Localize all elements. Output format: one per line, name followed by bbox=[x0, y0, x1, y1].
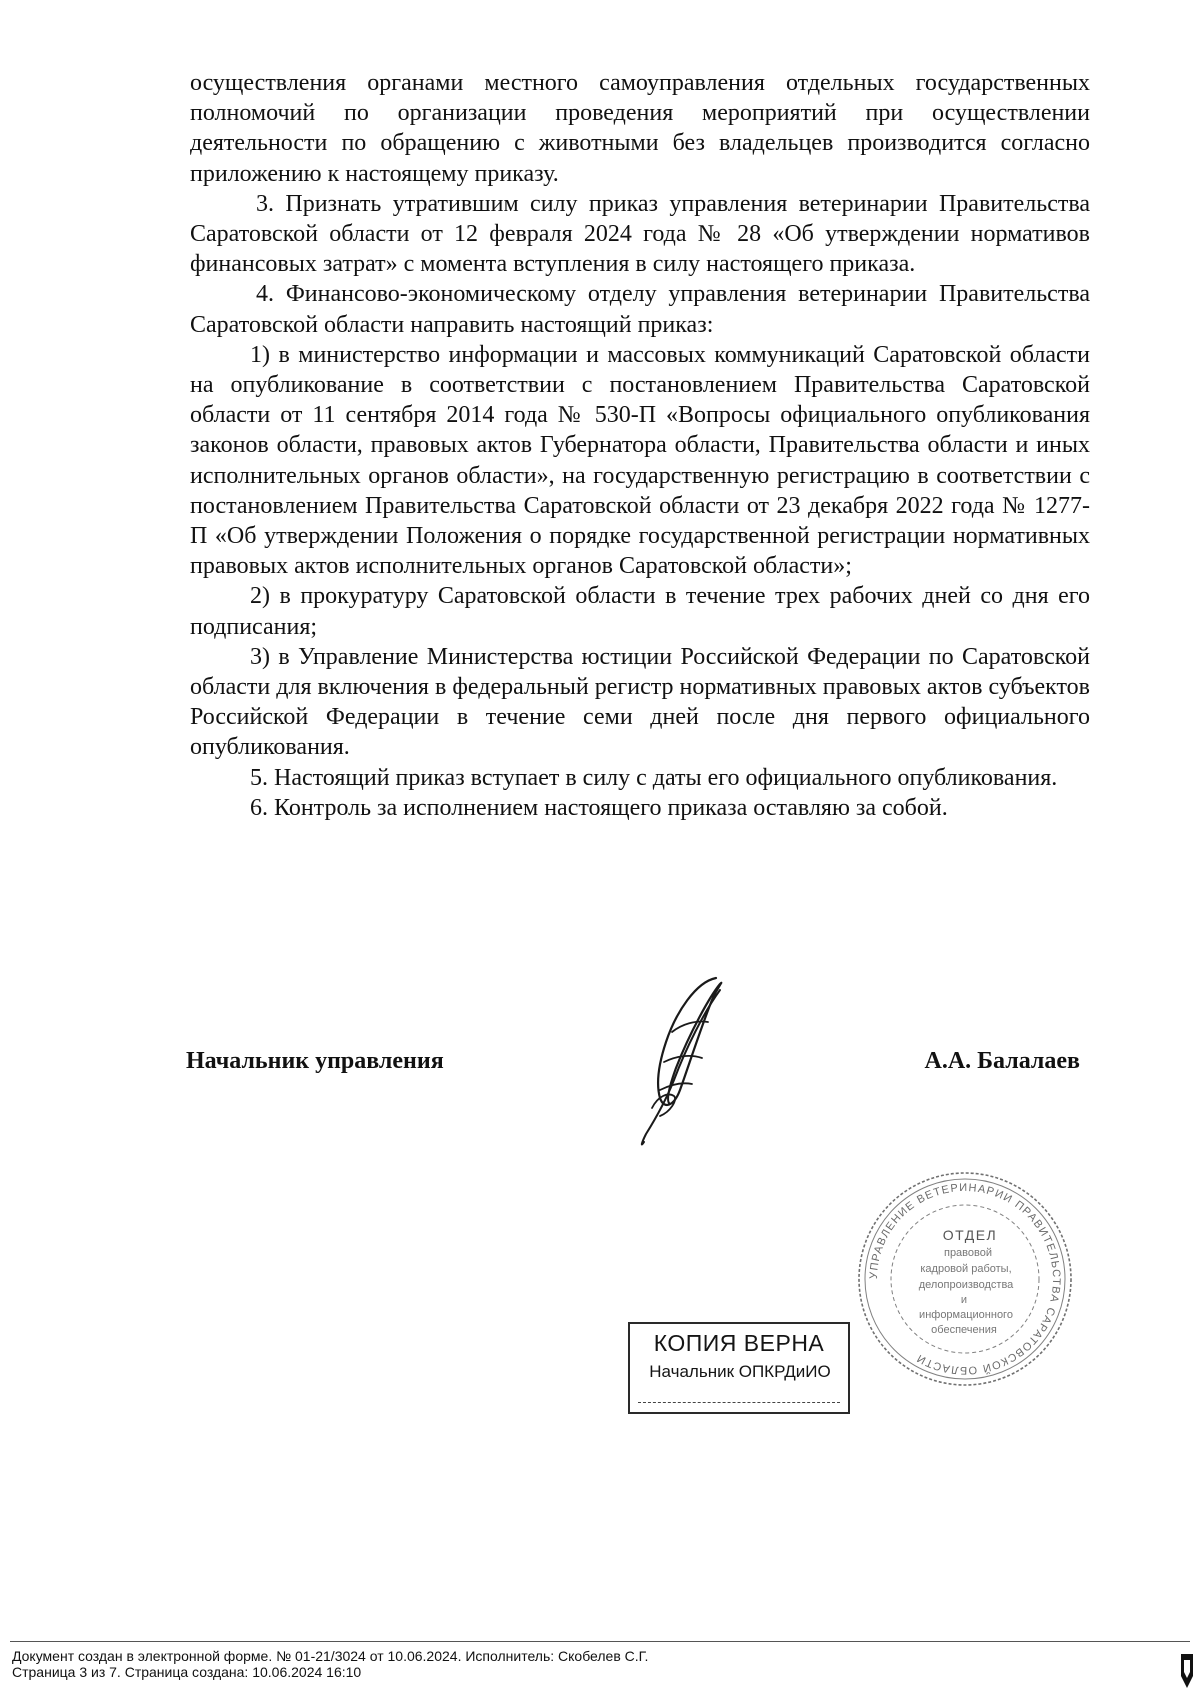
paragraph-item-6: 6. Контроль за исполнением настоящего приказа оставляю за собой. bbox=[250, 794, 948, 821]
stamp-title: КОПИЯ ВЕРНА bbox=[653, 1330, 825, 1356]
signatory-position: Начальник управления bbox=[186, 1048, 444, 1074]
subparagraph-1: 1) в министерство информации и массовых коммуникаций Саратовской области на опубликование в соответствии с постановлением Правительства Саратовской области от 11 сентября 2014 года № 530-П «Вопросы официального опубликования законов области, правовых актов Губернатора области, Правительства области и иных исполнительных органов области», на государственную регистрацию в соответствии с постановлением Правительства Саратовской области от 23 декабря 2022 года № 1277-П «Об утверждении Положения о порядке государственной регистрации нормативных правовых актов исполнительных органов Саратовской области»; bbox=[190, 341, 1090, 580]
handwritten-signature-icon bbox=[616, 972, 736, 1152]
copy-verified-stamp bbox=[628, 1322, 850, 1414]
seal-line-7: обеспечения bbox=[931, 1324, 997, 1336]
seal-line-4: делопроизводства bbox=[918, 1279, 1014, 1291]
footer-line-1: Документ создан в электронной форме. № 01-21/3024 от 10.06.2024. Исполнитель: Скобелев С.Г. bbox=[12, 1648, 649, 1664]
paragraph-item-5: 5. Настоящий приказ вступает в силу с даты его официального опубликования. bbox=[250, 764, 1058, 791]
seal-line-6: информационного bbox=[919, 1309, 1013, 1321]
document-footer bbox=[12, 1648, 648, 1680]
paragraph-item-4: 4. Финансово-экономическому отделу управления ветеринарии Правительства Саратовской области направить настоящий приказ: bbox=[190, 281, 1090, 338]
signatory-name: А.А. Балалаев bbox=[924, 1048, 1080, 1074]
seal-line-2: правовой bbox=[943, 1247, 993, 1259]
coat-of-arms-icon bbox=[1180, 1652, 1194, 1690]
seal-ring-text: УПРАВЛЕНИЕ ВЕТЕРИНАРИИ ПРАВИТЕЛЬСТВА САРАТОВСКОЙ ОБЛАСТИ bbox=[867, 1181, 1063, 1377]
subparagraph-3: 3) в Управление Министерства юстиции Российской Федерации по Саратовской области для включения в федеральный регистр нормативных правовых актов субъектов Российской Федерации в течение семи дней после дня первого официального опубликования. bbox=[190, 643, 1090, 761]
footer-line-2: Страница 3 из 7. Страница создана: 10.06.2024 16:10 bbox=[12, 1664, 362, 1680]
paragraph-continuation: осуществления органами местного самоуправления отдельных государственных полномочий по организации проведения мероприятий при осуществлении деятельности по обращению с животными без владельцев производится согласно приложению к настоящему приказу. bbox=[190, 70, 1090, 187]
stamp-subtitle: Начальник ОПКРДиИО bbox=[649, 1362, 831, 1381]
seal-line-1: ОТДЕЛ bbox=[942, 1227, 998, 1243]
subparagraph-2: 2) в прокуратуру Саратовской области в течение трех рабочих дней со дня его подписания; bbox=[190, 583, 1090, 640]
seal-line-3: кадровой работы, bbox=[920, 1263, 1012, 1275]
document-body bbox=[190, 68, 1090, 823]
paragraph-item-3: 3. Признать утратившим силу приказ управления ветеринарии Правительства Саратовской области от 12 февраля 2024 года № 28 «Об утверждении нормативов финансовых затрат» с момента вступления в силу настоящего приказа. bbox=[190, 190, 1090, 278]
stamp-signature-line bbox=[638, 1402, 840, 1403]
round-seal-icon bbox=[854, 1168, 1076, 1390]
footer-divider bbox=[10, 1641, 1190, 1642]
seal-line-5: и bbox=[960, 1294, 968, 1306]
